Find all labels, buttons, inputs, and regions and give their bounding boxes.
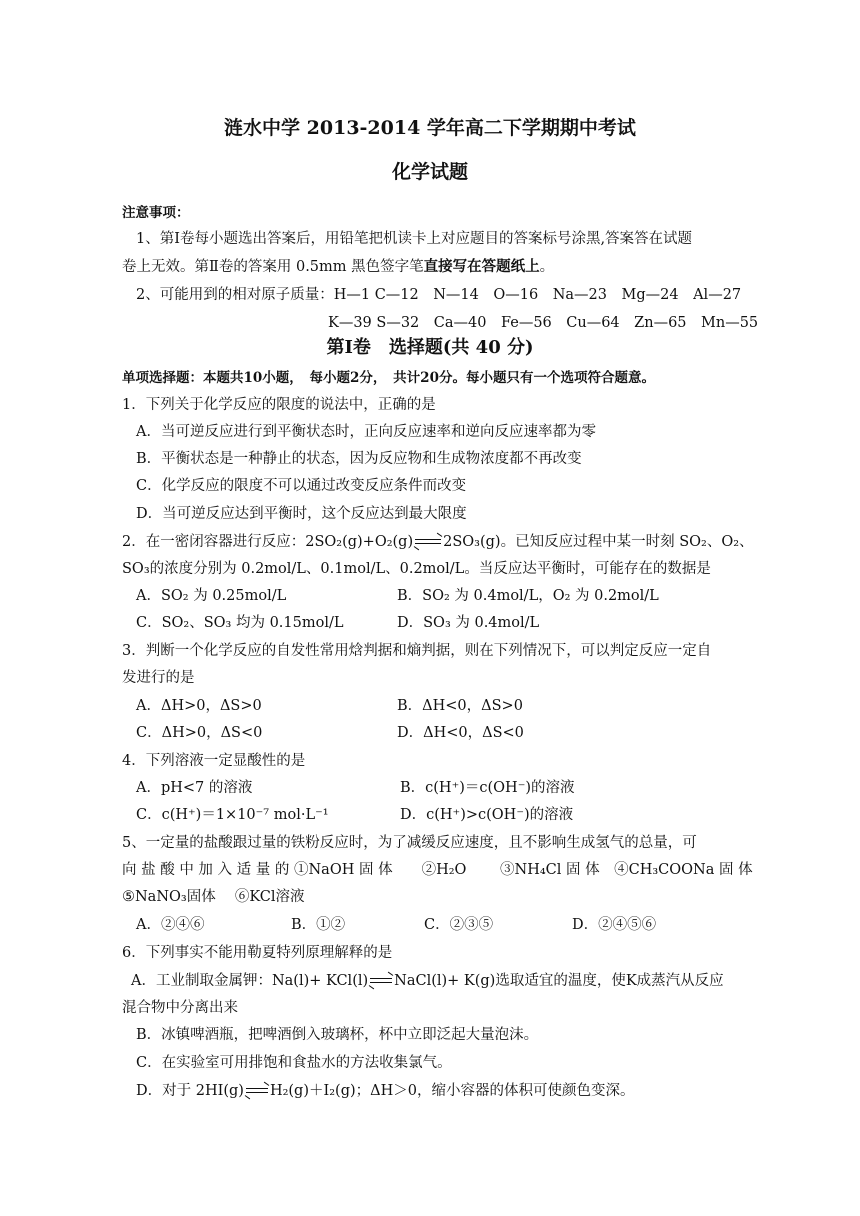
section-title: 第Ⅰ卷 选择题(共 40 分) (326, 337, 534, 358)
reversible-arrow-icon (246, 1086, 268, 1096)
q2-stem-part1: 2．在一密闭容器进行反应：2SO₂(g)+O₂(g) (122, 534, 414, 550)
q4-option-c: C．c(H⁺)＝1×10⁻⁷ mol·L⁻¹ (136, 807, 329, 823)
q1-option-a: A．当可逆反应进行到平衡状态时，正向反应速率和逆向反应速率都为零 (136, 424, 596, 440)
q6-option-a-line1 (131, 971, 724, 991)
q6-option-a-part2: NaCl(l)+ K(g)选取适宜的温度，使K成蒸汽从反应 (394, 973, 724, 989)
q2-option-d: D．SO₃ 为 0.4mol/L (397, 615, 540, 631)
q3-option-a: A．ΔH>0，ΔS>0 (136, 698, 262, 714)
notes-item2-line1: 2、可能用到的相对原子质量：H—1 C—12 N—14 O—16 Na—23 Mg—24 Al—27 (136, 287, 742, 303)
notes-heading: 注意事项： (122, 205, 190, 221)
q1-stem: 1．下列关于化学反应的限度的说法中，正确的是 (122, 397, 436, 413)
q5-option-c: C．②③⑤ (424, 917, 494, 933)
q3-option-c: C．ΔH>0，ΔS<0 (136, 725, 263, 741)
q5-option-d: D．②④⑤⑥ (572, 917, 657, 933)
q3-option-d: D．ΔH<0，ΔS<0 (397, 725, 524, 741)
q2-option-c: C．SO₂、SO₃ 均为 0.15mol/L (136, 615, 344, 631)
q1-option-c: C．化学反应的限度不可以通过改变反应条件而改变 (136, 478, 467, 494)
page-subtitle: 化学试题 (391, 161, 468, 183)
q6-option-a-part1: A．工业制取金属钾：Na(l)+ KCl(l) (131, 973, 369, 989)
q2-stem-line1 (122, 532, 754, 552)
q2-option-a: A．SO₂ 为 0.25mol/L (136, 588, 287, 604)
q4-option-d: D．c(H⁺)>c(OH⁻)的溶液 (400, 807, 574, 823)
q5-option-b: B．①② (291, 917, 346, 933)
q1-option-b: B．平衡状态是一种静止的状态，因为反应物和生成物浓度都不再改变 (136, 451, 582, 467)
notes-item1-emphasis: 直接写在答题纸上 (423, 258, 540, 275)
q4-option-b: B．c(H⁺)＝c(OH⁻)的溶液 (400, 780, 575, 796)
q6-option-d-part2: H₂(g)＋I₂(g)；ΔH＞0，缩小容器的体积可使颜色变深。 (269, 1083, 635, 1099)
reversible-arrow-icon (415, 537, 441, 547)
q2-stem-line2: SO₃的浓度分别为 0.2mol/L、0.1mol/L、0.2mol/L。当反应达平衡时，可能存在的数据是 (122, 561, 711, 577)
q3-option-b: B．ΔH<0，ΔS>0 (397, 698, 523, 714)
q4-option-a: A．pH<7 的溶液 (136, 780, 253, 796)
section-instruction: 单项选择题：本题共10小题， 每小题2分， 共计20分。每小题只有一个选项符合题意。 (122, 370, 655, 386)
notes-item1-text: 卷上无效。第Ⅱ卷的答案用 0.5mm 黑色签字笔 (122, 259, 424, 275)
q5-stem-line2: 向 盐 酸 中 加 入 适 量 的 ①NaOH 固 体 ②H₂O ③NH₄Cl 固 体 ④CH₃COONa 固 体 (122, 862, 753, 878)
q6-option-a-line2: 混合物中分离出来 (122, 1000, 238, 1016)
q1-option-d: D．当可逆反应达到平衡时，这个反应达到最大限度 (136, 506, 467, 522)
notes-item1-line2 (122, 257, 554, 277)
notes-item1-line1: 1、第Ⅰ卷每小题选出答案后，用铅笔把机读卡上对应题目的答案标号涂黑,答案答在试题 (136, 231, 693, 247)
q4-stem: 4．下列溶液一定显酸性的是 (122, 753, 306, 769)
q6-option-d-part1: D．对于 2HI(g) (136, 1083, 244, 1099)
notes-item1-end: 。 (539, 259, 555, 275)
page-title: 涟水中学 2013-2014 学年高二下学期期中考试 (224, 117, 636, 139)
q6-option-b: B．冰镇啤酒瓶，把啤酒倒入玻璃杯，杯中立即泛起大量泡沫。 (136, 1027, 539, 1043)
notes-item2-line2: K—39 S—32 Ca—40 Fe—56 Cu—64 Zn—65 Mn—55 (328, 315, 759, 331)
reversible-arrow-icon (370, 976, 392, 986)
q6-option-c: C．在实验室可用排饱和食盐水的方法收集氯气。 (136, 1055, 452, 1071)
q2-stem-part2: 2SO₃(g)。已知反应过程中某一时刻 SO₂、O₂、 (443, 534, 754, 550)
q5-stem-line1: 5、一定量的盐酸跟过量的铁粉反应时，为了减缓反应速度，且不影响生成氢气的总量，可 (122, 835, 697, 851)
q6-option-d (136, 1081, 634, 1101)
q6-stem: 6．下列事实不能用勒夏特列原理解释的是 (122, 945, 393, 961)
q5-option-a: A．②④⑥ (136, 917, 205, 933)
q3-stem-line1: 3．判断一个化学反应的自发性常用焓判据和熵判据，则在下列情况下，可以判定反应一定自 (122, 643, 712, 659)
q3-stem-line2: 发进行的是 (122, 670, 195, 686)
q2-option-b: B．SO₂ 为 0.4mol/L，O₂ 为 0.2mol/L (397, 588, 659, 604)
q5-stem-line3: ⑤NaNO₃固体 ⑥KCl溶液 (122, 889, 305, 905)
